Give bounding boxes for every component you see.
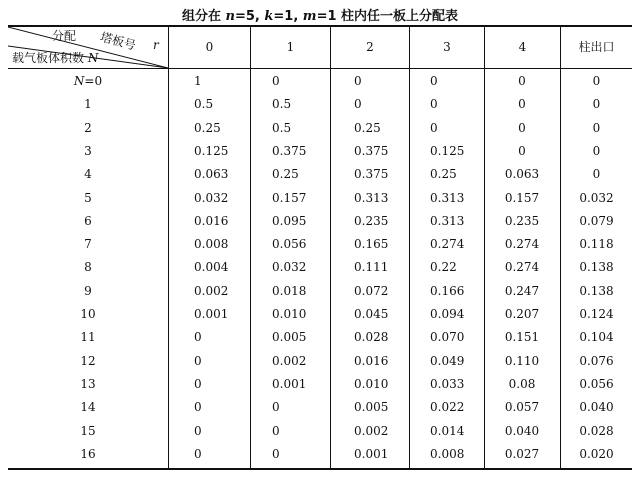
table-cell: 0.005 bbox=[272, 330, 307, 345]
column-header-0: 0 bbox=[205, 40, 214, 54]
table-cell: 0.157 bbox=[272, 190, 307, 205]
table-cell: 0.014 bbox=[430, 423, 465, 438]
row-n-value: 10 bbox=[80, 307, 96, 321]
diagonal-header-cell bbox=[8, 27, 168, 68]
plate-number-label: 塔板号 bbox=[98, 29, 138, 53]
table-cell: 0.002 bbox=[354, 423, 389, 438]
title-prefix: 组分在 bbox=[181, 9, 221, 24]
table-cell: 0.020 bbox=[579, 446, 614, 461]
table-cell: 0.313 bbox=[430, 213, 465, 228]
n-variable: N bbox=[73, 74, 85, 88]
table-cell: 0.001 bbox=[354, 446, 389, 461]
table-cell: 0 bbox=[272, 446, 280, 461]
table-row bbox=[8, 210, 632, 232]
row-n-value: 3 bbox=[84, 143, 92, 158]
table-row bbox=[8, 163, 632, 185]
table-cell: 0.008 bbox=[430, 446, 465, 461]
table-cell: 0 bbox=[518, 143, 526, 158]
table-cell: 0.125 bbox=[430, 143, 465, 158]
table-cell: 0.207 bbox=[504, 307, 540, 321]
title-k-var: k bbox=[264, 9, 274, 24]
row-n-value: 13 bbox=[80, 376, 96, 391]
table-row bbox=[8, 187, 632, 209]
row-n-value: 9 bbox=[84, 283, 92, 298]
table-cell: 0.151 bbox=[504, 330, 540, 345]
table-cell: 0.08 bbox=[508, 376, 536, 391]
row-n-value: 6 bbox=[84, 213, 92, 228]
distribution-label: 分配 bbox=[52, 29, 77, 43]
table-row bbox=[8, 303, 632, 325]
table-cell: 0.072 bbox=[354, 283, 389, 298]
table-cell: 0.5 bbox=[272, 120, 292, 135]
table-cell: 0.004 bbox=[194, 260, 229, 275]
title-n-val: =5, bbox=[234, 9, 260, 24]
table-cell: 0.094 bbox=[430, 307, 465, 321]
table-cell: 0.018 bbox=[272, 283, 307, 298]
table-cell: 0.076 bbox=[579, 353, 614, 368]
table-cell: 0.274 bbox=[504, 237, 540, 252]
table-cell: 0.274 bbox=[430, 237, 465, 252]
table-cell: 0.138 bbox=[579, 283, 614, 298]
table-cell: 0 bbox=[272, 423, 280, 438]
table-cell: 0.005 bbox=[354, 400, 389, 415]
table-cell: 0 bbox=[430, 74, 438, 88]
table-cell: 0 bbox=[430, 120, 438, 135]
column-header-1: 1 bbox=[286, 40, 295, 54]
table-cell: 0 bbox=[194, 423, 202, 438]
volume-label bbox=[12, 49, 98, 66]
table-cell: 0.22 bbox=[430, 260, 457, 275]
table-cell: 0.274 bbox=[504, 260, 540, 275]
table-cell: 0 bbox=[194, 400, 202, 415]
table-cell: 0.016 bbox=[354, 353, 389, 368]
table-row bbox=[8, 420, 632, 442]
title-suffix: 柱内任一板上分配表 bbox=[341, 9, 459, 24]
table-cell: 0.010 bbox=[272, 307, 307, 321]
table-cell: 0 bbox=[518, 120, 526, 135]
table-cell: 0.028 bbox=[354, 330, 389, 345]
table-cell: 0.028 bbox=[579, 423, 614, 438]
table-cell: 0.049 bbox=[430, 353, 465, 368]
table-cell: 0 bbox=[592, 97, 601, 112]
table-cell: 0.25 bbox=[430, 167, 457, 182]
table-cell: 0.032 bbox=[272, 260, 307, 275]
row-n-value: 4 bbox=[84, 167, 92, 182]
table-cell: 0.001 bbox=[194, 307, 229, 321]
table-row bbox=[8, 326, 632, 348]
table-cell: 0 bbox=[592, 143, 601, 158]
table-row bbox=[8, 443, 632, 465]
volume-label-text: 载气板体积数 bbox=[12, 51, 85, 65]
table-cell: 0.095 bbox=[272, 213, 307, 228]
table-cell: 0.235 bbox=[354, 213, 389, 228]
r-symbol: r bbox=[153, 38, 159, 52]
row-n-value: 16 bbox=[80, 446, 96, 461]
table-cell: 0.235 bbox=[504, 213, 540, 228]
table-cell: 0.040 bbox=[579, 400, 614, 415]
table-cell: 0.157 bbox=[504, 190, 540, 205]
table-cell: 0.040 bbox=[504, 423, 540, 438]
table-cell: 0 bbox=[592, 120, 601, 135]
table-cell: 0.375 bbox=[272, 143, 307, 158]
table-cell: 0.001 bbox=[272, 376, 307, 391]
table-cell: 0.5 bbox=[194, 97, 214, 112]
table-cell: 0.110 bbox=[504, 353, 540, 368]
table-cell: 0.313 bbox=[354, 190, 389, 205]
table-cell: 0 bbox=[354, 97, 362, 112]
table-cell: 0.008 bbox=[194, 237, 229, 252]
row-n-value: 15 bbox=[80, 423, 96, 438]
title-n-var: n bbox=[225, 9, 235, 24]
column-header-4: 4 bbox=[518, 40, 527, 54]
table-cell: 0.010 bbox=[354, 376, 389, 391]
table-cell: 0.247 bbox=[504, 283, 540, 298]
row-n-value: N=0 bbox=[73, 74, 103, 88]
table-cell: 0.057 bbox=[504, 400, 540, 415]
table-cell: 0.032 bbox=[579, 190, 614, 205]
table-cell: 0.027 bbox=[504, 446, 540, 461]
title-k-val: =1, bbox=[273, 9, 299, 24]
table-cell: 0.079 bbox=[579, 213, 614, 228]
row-n-value: 11 bbox=[80, 330, 96, 345]
table-row bbox=[8, 280, 632, 302]
table-cell: 0.25 bbox=[272, 167, 299, 182]
table-row bbox=[8, 93, 632, 115]
table-cell: 0.124 bbox=[579, 307, 614, 321]
table-row bbox=[8, 396, 632, 418]
row-n-value: 12 bbox=[80, 353, 96, 368]
row-n-value: 2 bbox=[84, 120, 92, 135]
table-title bbox=[0, 5, 640, 24]
table-cell: 0.104 bbox=[579, 330, 614, 345]
table-cell: 0.118 bbox=[579, 237, 614, 252]
row-n-value: 8 bbox=[84, 260, 92, 275]
row-n-value: 5 bbox=[84, 190, 92, 205]
header-bottom-rule bbox=[8, 68, 632, 69]
table-cell: 0.033 bbox=[430, 376, 465, 391]
table-cell: 0.375 bbox=[354, 167, 389, 182]
table-cell: 0.032 bbox=[194, 190, 229, 205]
table-cell: 0.022 bbox=[430, 400, 465, 415]
table-row bbox=[8, 140, 632, 162]
table-cell: 0.125 bbox=[194, 143, 229, 158]
table-cell: 0 bbox=[518, 74, 526, 88]
table-cell: 0.5 bbox=[272, 97, 292, 112]
column-header-3: 3 bbox=[443, 40, 451, 54]
table-cell: 1 bbox=[194, 74, 202, 88]
table-row bbox=[8, 256, 632, 278]
table-cell: 0.313 bbox=[430, 190, 465, 205]
table-cell: 0 bbox=[272, 74, 280, 88]
row-n-value: 7 bbox=[84, 237, 92, 252]
table-cell: 0.016 bbox=[194, 213, 229, 228]
table-cell: 0 bbox=[194, 353, 202, 368]
title-m-val: =1 bbox=[316, 9, 337, 24]
table-row bbox=[8, 233, 632, 255]
column-header-2: 2 bbox=[366, 40, 374, 54]
table-cell: 0 bbox=[194, 330, 202, 345]
volume-symbol: N bbox=[87, 51, 99, 65]
table-cell: 0.045 bbox=[354, 307, 389, 321]
table-cell: 0 bbox=[592, 74, 601, 88]
table-cell: 0 bbox=[194, 376, 202, 391]
table-cell: 0.056 bbox=[579, 376, 614, 391]
table-cell: 0 bbox=[518, 97, 526, 112]
table-cell: 0 bbox=[272, 400, 280, 415]
table-cell: 0.002 bbox=[272, 353, 307, 368]
table-cell: 0.138 bbox=[579, 260, 614, 275]
row-n-value: 14 bbox=[80, 400, 96, 415]
table-cell: 0.166 bbox=[430, 283, 465, 298]
table-cell: 0.056 bbox=[272, 237, 307, 252]
table-row bbox=[8, 117, 632, 139]
table-cell: 0.063 bbox=[504, 167, 540, 182]
table-row bbox=[8, 373, 632, 395]
table-cell: 0 bbox=[592, 167, 601, 182]
table-bottom-rule bbox=[8, 468, 632, 470]
table-cell: 0.063 bbox=[194, 167, 229, 182]
table-cell: 0.25 bbox=[194, 120, 221, 135]
table-cell: 0 bbox=[430, 97, 438, 112]
table-row bbox=[8, 70, 632, 92]
row-n-value: 1 bbox=[84, 97, 92, 112]
table-row bbox=[8, 350, 632, 372]
table-cell: 0.111 bbox=[354, 260, 389, 275]
table-cell: 0.070 bbox=[430, 330, 465, 345]
table-cell: 0 bbox=[194, 446, 202, 461]
column-header-outlet: 柱出口 bbox=[578, 40, 615, 54]
title-m-var: m bbox=[302, 9, 317, 24]
table-cell: 0.375 bbox=[354, 143, 389, 158]
table-cell: 0.002 bbox=[194, 283, 229, 298]
table-cell: 0.25 bbox=[354, 120, 381, 135]
table-cell: 0.165 bbox=[354, 237, 389, 252]
table-cell: 0 bbox=[354, 74, 362, 88]
